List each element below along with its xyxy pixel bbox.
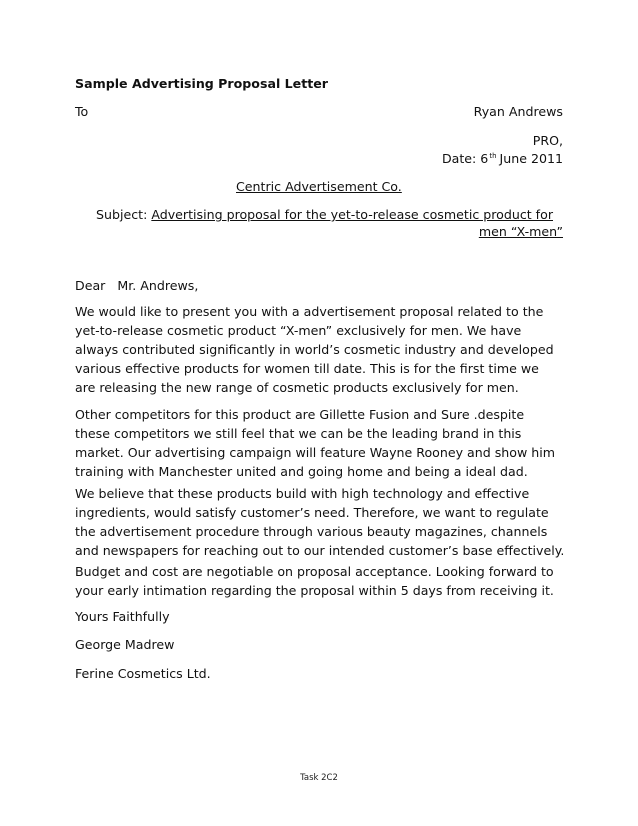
date-prefix: Date: 6: [441, 151, 489, 166]
paragraph-line: ingredients, would satisfy customer’s need. Therefore, we want to regulate: [75, 505, 549, 520]
paragraph-line: yet-to-release cosmetic product “X-men” exclusively for men. We have: [75, 323, 522, 338]
paragraph-line: We would like to present you with a advertisement proposal related to the: [75, 304, 544, 319]
organization-name: Ferine Cosmetics Ltd.: [75, 666, 211, 681]
company-name: Centric Advertisement Co.: [236, 179, 402, 194]
recipient-title: PRO,: [532, 133, 563, 148]
page-footer: Task 2C2: [300, 773, 338, 783]
recipient-name: Ryan Andrews: [473, 104, 563, 119]
paragraph-line: We believe that these products build with high technology and effective: [75, 486, 530, 501]
paragraph-line: the advertisement procedure through various beauty magazines, channels: [75, 524, 548, 539]
paragraph-line: various effective products for women till date. This is for the first time we: [75, 361, 539, 376]
body-paragraph-3: [75, 484, 575, 560]
body-paragraph-2: [75, 405, 575, 481]
subject-line: [96, 207, 553, 222]
signer-name: George Madrew: [75, 637, 175, 652]
paragraph-line: and newspapers for reaching out to our intended customer’s base effectively.: [75, 543, 565, 558]
paragraph-line: market. Our advertising campaign will feature Wayne Rooney and show him: [75, 445, 556, 460]
paragraph-line: Budget and cost are negotiable on proposal acceptance. Looking forward to: [75, 564, 554, 579]
subject-text-line-1: Advertising proposal for the yet-to-release cosmetic product for: [151, 207, 553, 222]
paragraph-line: your early intimation regarding the proposal within 5 days from receiving it.: [75, 583, 554, 598]
letter-title: Sample Advertising Proposal Letter: [75, 76, 329, 91]
paragraph-line: are releasing the new range of cosmetic products exclusively for men.: [75, 380, 519, 395]
to-label: To: [75, 104, 89, 119]
paragraph-line: these competitors we still feel that we can be the leading brand in this: [75, 426, 522, 441]
subject-label: Subject:: [96, 207, 152, 222]
closing: Yours Faithfully: [75, 609, 170, 624]
letter-date: [442, 151, 563, 166]
paragraph-line: training with Manchester united and going home and being a ideal dad.: [75, 464, 528, 479]
paragraph-line: always contributed significantly in world’s cosmetic industry and developed: [75, 342, 554, 357]
body-paragraph-1: [75, 302, 575, 397]
body-paragraph-4: [75, 562, 575, 600]
paragraph-line: Other competitors for this product are Gillette Fusion and Sure .despite: [75, 407, 525, 422]
greeting: Dear Mr. Andrews,: [75, 278, 199, 293]
date-rest: June 2011: [499, 151, 563, 166]
date-ordinal: th: [489, 152, 497, 160]
subject-text-line-2: men “X-men”: [478, 224, 563, 239]
